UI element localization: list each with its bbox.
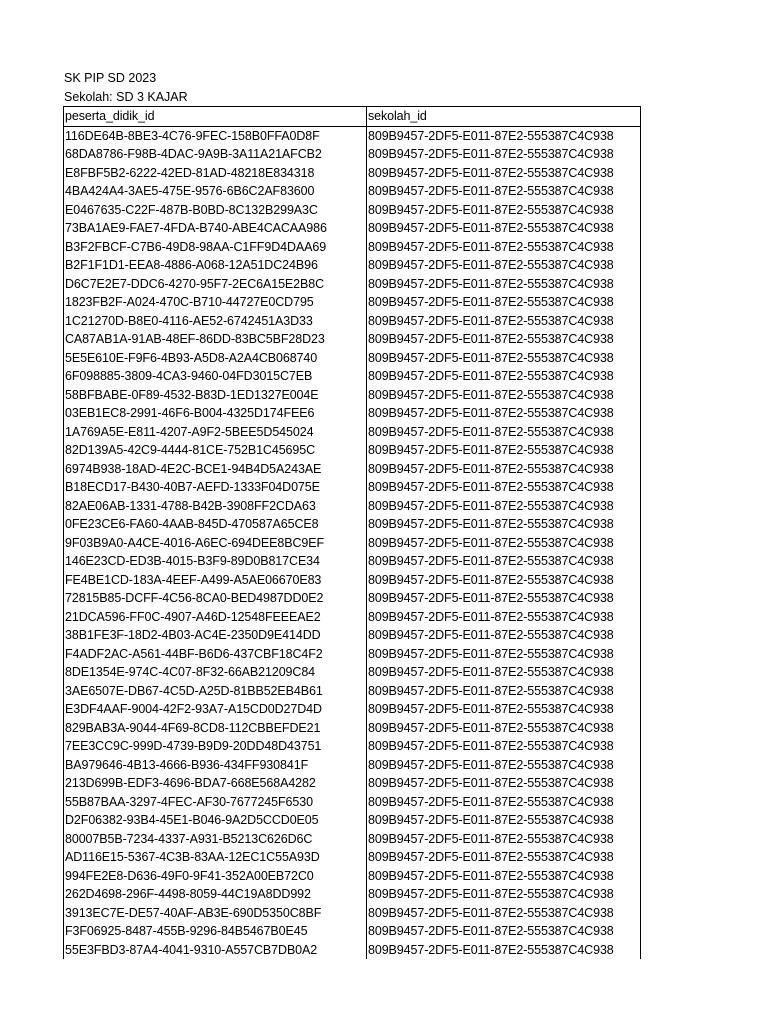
cell-sekolah-id: 809B9457-2DF5-E011-87E2-555387C4C938 bbox=[367, 219, 641, 238]
cell-peserta-didik-id: 6974B938-18AD-4E2C-BCE1-94B4D5A243AE bbox=[64, 460, 367, 479]
cell-sekolah-id: 809B9457-2DF5-E011-87E2-555387C4C938 bbox=[367, 626, 641, 645]
table-row bbox=[64, 275, 641, 294]
cell-sekolah-id: 809B9457-2DF5-E011-87E2-555387C4C938 bbox=[367, 126, 641, 145]
cell-sekolah-id: 809B9457-2DF5-E011-87E2-555387C4C938 bbox=[367, 904, 641, 923]
table-row bbox=[64, 515, 641, 534]
cell-sekolah-id: 809B9457-2DF5-E011-87E2-555387C4C938 bbox=[367, 182, 641, 201]
cell-peserta-didik-id: CA87AB1A-91AB-48EF-86DD-83BC5BF28D23 bbox=[64, 330, 367, 349]
cell-sekolah-id: 809B9457-2DF5-E011-87E2-555387C4C938 bbox=[367, 256, 641, 275]
cell-sekolah-id: 809B9457-2DF5-E011-87E2-555387C4C938 bbox=[367, 201, 641, 220]
cell-sekolah-id: 809B9457-2DF5-E011-87E2-555387C4C938 bbox=[367, 922, 641, 941]
table-row bbox=[64, 460, 641, 479]
cell-peserta-didik-id: 1C21270D-B8E0-4116-AE52-6742451A3D33 bbox=[64, 312, 367, 331]
cell-peserta-didik-id: 4BA424A4-3AE5-475E-9576-6B6C2AF83600 bbox=[64, 182, 367, 201]
table-row bbox=[64, 367, 641, 386]
cell-peserta-didik-id: 116DE64B-8BE3-4C76-9FEC-158B0FFA0D8F bbox=[64, 126, 367, 145]
cell-sekolah-id: 809B9457-2DF5-E011-87E2-555387C4C938 bbox=[367, 293, 641, 312]
cell-peserta-didik-id: 1A769A5E-E811-4207-A9F2-5BEE5D545024 bbox=[64, 423, 367, 442]
cell-sekolah-id: 809B9457-2DF5-E011-87E2-555387C4C938 bbox=[367, 497, 641, 516]
cell-peserta-didik-id: 9F03B9A0-A4CE-4016-A6EC-694DEE8BC9EF bbox=[64, 534, 367, 553]
table-row bbox=[64, 885, 641, 904]
cell-sekolah-id: 809B9457-2DF5-E011-87E2-555387C4C938 bbox=[367, 238, 641, 257]
cell-peserta-didik-id: 262D4698-296F-4498-8059-44C19A8DD992 bbox=[64, 885, 367, 904]
table-row bbox=[64, 423, 641, 442]
cell-sekolah-id: 809B9457-2DF5-E011-87E2-555387C4C938 bbox=[367, 719, 641, 738]
table-row bbox=[64, 774, 641, 793]
cell-sekolah-id: 809B9457-2DF5-E011-87E2-555387C4C938 bbox=[367, 349, 641, 368]
cell-sekolah-id: 809B9457-2DF5-E011-87E2-555387C4C938 bbox=[367, 941, 641, 960]
cell-peserta-didik-id: 68DA8786-F98B-4DAC-9A9B-3A11A21AFCB2 bbox=[64, 145, 367, 164]
cell-peserta-didik-id: 82AE06AB-1331-4788-B42B-3908FF2CDA63 bbox=[64, 497, 367, 516]
cell-sekolah-id: 809B9457-2DF5-E011-87E2-555387C4C938 bbox=[367, 515, 641, 534]
cell-peserta-didik-id: D2F06382-93B4-45E1-B046-9A2D5CCD0E05 bbox=[64, 811, 367, 830]
table-row bbox=[64, 756, 641, 775]
cell-sekolah-id: 809B9457-2DF5-E011-87E2-555387C4C938 bbox=[367, 700, 641, 719]
column-header-peserta-didik-id: peserta_didik_id bbox=[64, 107, 367, 127]
cell-sekolah-id: 809B9457-2DF5-E011-87E2-555387C4C938 bbox=[367, 164, 641, 183]
table-row bbox=[64, 589, 641, 608]
cell-sekolah-id: 809B9457-2DF5-E011-87E2-555387C4C938 bbox=[367, 589, 641, 608]
table-row bbox=[64, 238, 641, 257]
cell-sekolah-id: 809B9457-2DF5-E011-87E2-555387C4C938 bbox=[367, 478, 641, 497]
table-row bbox=[64, 404, 641, 423]
table-row bbox=[64, 904, 641, 923]
cell-sekolah-id: 809B9457-2DF5-E011-87E2-555387C4C938 bbox=[367, 737, 641, 756]
table-row bbox=[64, 922, 641, 941]
cell-sekolah-id: 809B9457-2DF5-E011-87E2-555387C4C938 bbox=[367, 460, 641, 479]
students-table bbox=[63, 106, 641, 959]
cell-peserta-didik-id: 146E23CD-ED3B-4015-B3F9-89D0B817CE34 bbox=[64, 552, 367, 571]
cell-sekolah-id: 809B9457-2DF5-E011-87E2-555387C4C938 bbox=[367, 571, 641, 590]
cell-sekolah-id: 809B9457-2DF5-E011-87E2-555387C4C938 bbox=[367, 534, 641, 553]
header-row bbox=[64, 107, 641, 127]
table-row bbox=[64, 126, 641, 145]
table-body bbox=[64, 126, 641, 959]
cell-peserta-didik-id: 829BAB3A-9044-4F69-8CD8-112CBBEFDE21 bbox=[64, 719, 367, 738]
cell-peserta-didik-id: E0467635-C22F-487B-B0BD-8C132B299A3C bbox=[64, 201, 367, 220]
cell-sekolah-id: 809B9457-2DF5-E011-87E2-555387C4C938 bbox=[367, 275, 641, 294]
cell-peserta-didik-id: 38B1FE3F-18D2-4B03-AC4E-2350D9E414DD bbox=[64, 626, 367, 645]
cell-peserta-didik-id: 8DE1354E-974C-4C07-8F32-66AB21209C84 bbox=[64, 663, 367, 682]
table-row bbox=[64, 534, 641, 553]
table-row bbox=[64, 737, 641, 756]
table-row bbox=[64, 182, 641, 201]
table-header bbox=[64, 107, 641, 127]
table-row bbox=[64, 719, 641, 738]
cell-sekolah-id: 809B9457-2DF5-E011-87E2-555387C4C938 bbox=[367, 404, 641, 423]
cell-peserta-didik-id: 3913EC7E-DE57-40AF-AB3E-690D5350C8BF bbox=[64, 904, 367, 923]
table-row bbox=[64, 626, 641, 645]
cell-peserta-didik-id: AD116E15-5367-4C3B-83AA-12EC1C55A93D bbox=[64, 848, 367, 867]
cell-peserta-didik-id: FE4BE1CD-183A-4EEF-A499-A5AE06670E83 bbox=[64, 571, 367, 590]
table-row bbox=[64, 293, 641, 312]
cell-sekolah-id: 809B9457-2DF5-E011-87E2-555387C4C938 bbox=[367, 367, 641, 386]
cell-peserta-didik-id: 0FE23CE6-FA60-4AAB-845D-470587A65CE8 bbox=[64, 515, 367, 534]
table-row bbox=[64, 571, 641, 590]
table-row bbox=[64, 848, 641, 867]
cell-peserta-didik-id: B3F2FBCF-C7B6-49D8-98AA-C1FF9D4DAA69 bbox=[64, 238, 367, 257]
cell-sekolah-id: 809B9457-2DF5-E011-87E2-555387C4C938 bbox=[367, 867, 641, 886]
table-row bbox=[64, 793, 641, 812]
cell-peserta-didik-id: 03EB1EC8-2991-46F6-B004-4325D174FEE6 bbox=[64, 404, 367, 423]
table-row bbox=[64, 941, 641, 960]
column-header-sekolah-id: sekolah_id bbox=[367, 107, 641, 127]
table-row bbox=[64, 201, 641, 220]
table-row bbox=[64, 608, 641, 627]
cell-peserta-didik-id: 7EE3CC9C-999D-4739-B9D9-20DD48D43751 bbox=[64, 737, 367, 756]
cell-sekolah-id: 809B9457-2DF5-E011-87E2-555387C4C938 bbox=[367, 423, 641, 442]
cell-peserta-didik-id: B2F1F1D1-EEA8-4886-A068-12A51DC24B96 bbox=[64, 256, 367, 275]
cell-sekolah-id: 809B9457-2DF5-E011-87E2-555387C4C938 bbox=[367, 552, 641, 571]
table-row bbox=[64, 830, 641, 849]
cell-sekolah-id: 809B9457-2DF5-E011-87E2-555387C4C938 bbox=[367, 608, 641, 627]
cell-peserta-didik-id: 72815B85-DCFF-4C56-8CA0-BED4987DD0E2 bbox=[64, 589, 367, 608]
cell-sekolah-id: 809B9457-2DF5-E011-87E2-555387C4C938 bbox=[367, 793, 641, 812]
table-row bbox=[64, 663, 641, 682]
cell-sekolah-id: 809B9457-2DF5-E011-87E2-555387C4C938 bbox=[367, 830, 641, 849]
cell-peserta-didik-id: 58BFBABE-0F89-4532-B83D-1ED1327E004E bbox=[64, 386, 367, 405]
table-row bbox=[64, 441, 641, 460]
document-title: SK PIP SD 2023 bbox=[64, 71, 157, 85]
cell-sekolah-id: 809B9457-2DF5-E011-87E2-555387C4C938 bbox=[367, 145, 641, 164]
cell-peserta-didik-id: 80007B5B-7234-4337-A931-B5213C626D6C bbox=[64, 830, 367, 849]
cell-peserta-didik-id: 82D139A5-42C9-4444-81CE-752B1C45695C bbox=[64, 441, 367, 460]
cell-sekolah-id: 809B9457-2DF5-E011-87E2-555387C4C938 bbox=[367, 848, 641, 867]
cell-sekolah-id: 809B9457-2DF5-E011-87E2-555387C4C938 bbox=[367, 645, 641, 664]
table-row bbox=[64, 682, 641, 701]
table-row bbox=[64, 811, 641, 830]
cell-peserta-didik-id: 55B87BAA-3297-4FEC-AF30-7677245F6530 bbox=[64, 793, 367, 812]
table-row bbox=[64, 497, 641, 516]
cell-sekolah-id: 809B9457-2DF5-E011-87E2-555387C4C938 bbox=[367, 774, 641, 793]
table-row bbox=[64, 478, 641, 497]
table-row bbox=[64, 330, 641, 349]
table-row bbox=[64, 645, 641, 664]
cell-sekolah-id: 809B9457-2DF5-E011-87E2-555387C4C938 bbox=[367, 811, 641, 830]
table-row bbox=[64, 552, 641, 571]
table-row bbox=[64, 312, 641, 331]
cell-peserta-didik-id: B18ECD17-B430-40B7-AEFD-1333F04D075E bbox=[64, 478, 367, 497]
cell-sekolah-id: 809B9457-2DF5-E011-87E2-555387C4C938 bbox=[367, 756, 641, 775]
cell-peserta-didik-id: 55E3FBD3-87A4-4041-9310-A557CB7DB0A2 bbox=[64, 941, 367, 960]
table-row bbox=[64, 219, 641, 238]
school-line: Sekolah: SD 3 KAJAR bbox=[64, 89, 188, 104]
cell-sekolah-id: 809B9457-2DF5-E011-87E2-555387C4C938 bbox=[367, 441, 641, 460]
cell-sekolah-id: 809B9457-2DF5-E011-87E2-555387C4C938 bbox=[367, 386, 641, 405]
cell-peserta-didik-id: F4ADF2AC-A561-44BF-B6D6-437CBF18C4F2 bbox=[64, 645, 367, 664]
cell-peserta-didik-id: E3DF4AAF-9004-42F2-93A7-A15CD0D27D4D bbox=[64, 700, 367, 719]
table-row bbox=[64, 256, 641, 275]
cell-peserta-didik-id: 21DCA596-FF0C-4907-A46D-12548FEEEAE2 bbox=[64, 608, 367, 627]
cell-peserta-didik-id: 5E5E610E-F9F6-4B93-A5D8-A2A4CB068740 bbox=[64, 349, 367, 368]
cell-peserta-didik-id: 1823FB2F-A024-470C-B710-44727E0CD795 bbox=[64, 293, 367, 312]
table-row bbox=[64, 164, 641, 183]
table-row bbox=[64, 349, 641, 368]
cell-peserta-didik-id: 213D699B-EDF3-4696-BDA7-668E568A4282 bbox=[64, 774, 367, 793]
cell-sekolah-id: 809B9457-2DF5-E011-87E2-555387C4C938 bbox=[367, 330, 641, 349]
cell-peserta-didik-id: D6C7E2E7-DDC6-4270-95F7-2EC6A15E2B8C bbox=[64, 275, 367, 294]
cell-sekolah-id: 809B9457-2DF5-E011-87E2-555387C4C938 bbox=[367, 663, 641, 682]
cell-peserta-didik-id: F3F06925-8487-455B-9296-84B5467B0E45 bbox=[64, 922, 367, 941]
table-row bbox=[64, 145, 641, 164]
cell-peserta-didik-id: 6F098885-3809-4CA3-9460-04FD3015C7EB bbox=[64, 367, 367, 386]
table-row bbox=[64, 700, 641, 719]
cell-sekolah-id: 809B9457-2DF5-E011-87E2-555387C4C938 bbox=[367, 312, 641, 331]
cell-peserta-didik-id: 994FE2E8-D636-49F0-9F41-352A00EB72C0 bbox=[64, 867, 367, 886]
cell-peserta-didik-id: 73BA1AE9-FAE7-4FDA-B740-ABE4CACAA986 bbox=[64, 219, 367, 238]
cell-peserta-didik-id: E8FBF5B2-6222-42ED-81AD-48218E834318 bbox=[64, 164, 367, 183]
table-row bbox=[64, 386, 641, 405]
cell-peserta-didik-id: 3AE6507E-DB67-4C5D-A25D-81BB52EB4B61 bbox=[64, 682, 367, 701]
cell-sekolah-id: 809B9457-2DF5-E011-87E2-555387C4C938 bbox=[367, 885, 641, 904]
table-row bbox=[64, 867, 641, 886]
cell-sekolah-id: 809B9457-2DF5-E011-87E2-555387C4C938 bbox=[367, 682, 641, 701]
cell-peserta-didik-id: BA979646-4B13-4666-B936-434FF930841F bbox=[64, 756, 367, 775]
